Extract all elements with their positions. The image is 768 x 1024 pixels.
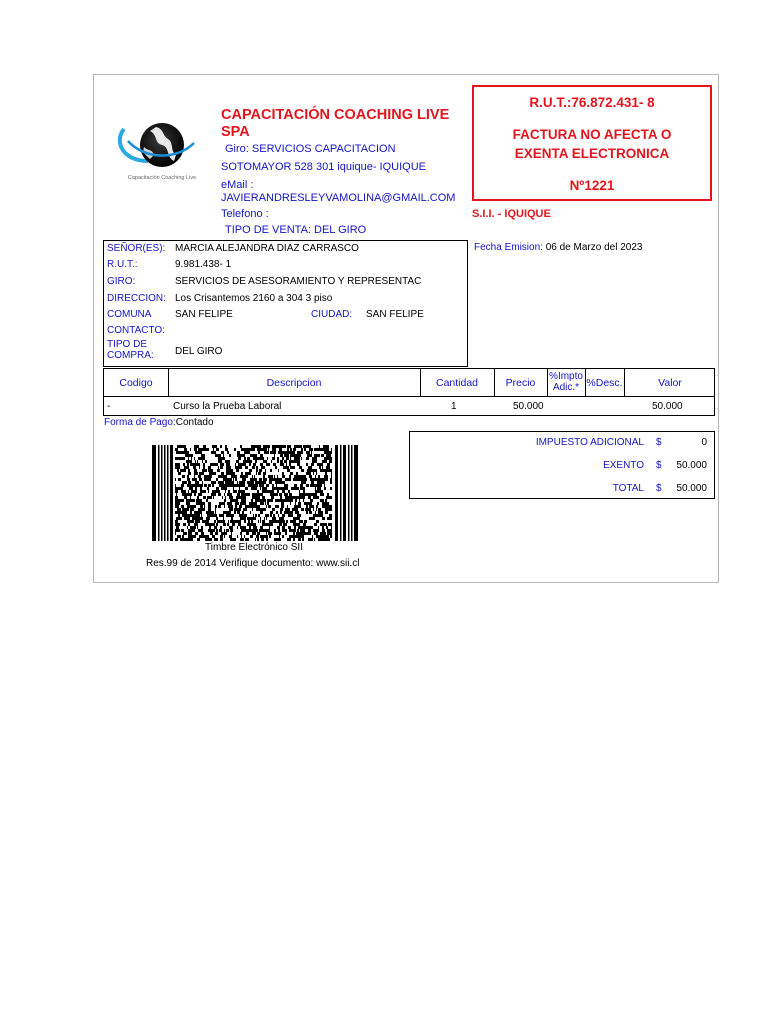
client-purchase-type: DEL GIRO xyxy=(175,346,223,357)
exempt-label: EXENTO xyxy=(603,460,644,471)
client-purchase-label xyxy=(107,339,154,361)
client-name-label: SEÑOR(ES): xyxy=(107,243,166,254)
exempt-value: 50.000 xyxy=(676,460,707,471)
row-code: - xyxy=(107,401,111,412)
payment-value: Contado xyxy=(175,417,214,428)
header-quantity: Cantidad xyxy=(435,377,479,389)
row-description: Curso la Prueba Laboral xyxy=(173,401,282,412)
tax-value: 0 xyxy=(701,437,707,448)
header-tax-line-1: %Impto xyxy=(549,371,583,382)
client-comuna: SAN FELIPE xyxy=(175,309,233,320)
invoice-id-box xyxy=(472,85,712,201)
stamp-resolution: Res.99 de 2014 Verifique documento: www.sii.cl xyxy=(146,558,360,569)
invoice-number: Nº1221 xyxy=(569,178,615,193)
total-currency: $ xyxy=(656,483,662,494)
header-code: Codigo xyxy=(119,377,153,389)
emission-date xyxy=(474,242,642,253)
items-table xyxy=(103,368,715,416)
stamp-caption: Timbre Electrónico SII xyxy=(205,542,303,553)
header-tax-line-2: Adic.* xyxy=(552,382,580,393)
row-quantity: 1 xyxy=(451,401,457,412)
client-giro-label: GIRO: xyxy=(107,276,136,287)
company-email-label: eMail : xyxy=(221,179,254,191)
client-ciudad: SAN FELIPE xyxy=(366,309,424,320)
client-box xyxy=(103,240,468,367)
exempt-currency: $ xyxy=(656,460,662,471)
company-name: CAPACITACIÓN COACHING LIVE SPA xyxy=(221,107,450,140)
client-contact-label: CONTACTO: xyxy=(107,325,165,336)
header-value: Valor xyxy=(658,377,682,389)
client-address-label: DIRECCION: xyxy=(107,293,166,304)
client-purchase-label-2: COMPRA: xyxy=(107,350,154,361)
invoice-rut: R.U.T.:76.872.431- 8 xyxy=(529,95,655,110)
row-value: 50.000 xyxy=(652,401,683,412)
client-name: MARCIA ALEJANDRA DIAZ CARRASCO xyxy=(175,243,359,254)
client-comuna-label: COMUNA xyxy=(107,309,152,320)
client-address: Los Crisantemos 2160 a 304 3 piso xyxy=(175,293,333,304)
total-value: 50.000 xyxy=(676,483,707,494)
header-description: Descripcion xyxy=(266,377,322,389)
emission-date-label: Fecha Emision: xyxy=(474,242,543,253)
electronic-stamp-barcode xyxy=(152,445,358,541)
row-price: 50.000 xyxy=(513,401,544,412)
invoice-type-line-1: FACTURA NO AFECTA O xyxy=(512,127,672,142)
company-phone-label: Telefono : xyxy=(221,208,269,220)
payment-method xyxy=(104,417,214,428)
client-ciudad-label: CIUDAD: xyxy=(311,309,353,320)
company-giro: Giro: SERVICIOS CAPACITACION xyxy=(225,143,396,155)
client-purchase-label-1: TIPO DE xyxy=(107,339,148,350)
company-email: JAVIERANDRESLEYVAMOLINA@GMAIL.COM xyxy=(221,192,456,204)
company-logo xyxy=(114,121,210,183)
total-label: TOTAL xyxy=(612,483,644,494)
header-additional-tax xyxy=(547,371,585,393)
sii-office: S.I.I. - IQUIQUE xyxy=(472,208,551,220)
header-price: Precio xyxy=(505,377,536,389)
emission-date-value: 06 de Marzo del 2023 xyxy=(545,242,643,253)
logo-caption: Capacitación Coaching Live xyxy=(127,175,197,181)
client-rut-label: R.U.T.: xyxy=(107,259,138,270)
invoice-sheet xyxy=(93,74,719,583)
client-rut: 9.981.438- 1 xyxy=(175,259,232,270)
client-giro: SERVICIOS DE ASESORAMIENTO Y REPRESENTAC xyxy=(175,276,422,287)
company-address: SOTOMAYOR 528 301 iquique- IQUIQUE xyxy=(221,161,427,173)
totals-box xyxy=(409,431,715,499)
company-sale-type: TIPO DE VENTA: DEL GIRO xyxy=(225,224,367,236)
tax-currency: $ xyxy=(656,437,662,448)
header-discount: %Desc. xyxy=(586,377,623,389)
invoice-type-line-2: EXENTA ELECTRONICA xyxy=(514,146,670,161)
payment-label: Forma de Pago: xyxy=(104,417,176,428)
tax-label: IMPUESTO ADICIONAL xyxy=(535,437,644,448)
header-divider xyxy=(104,396,714,397)
